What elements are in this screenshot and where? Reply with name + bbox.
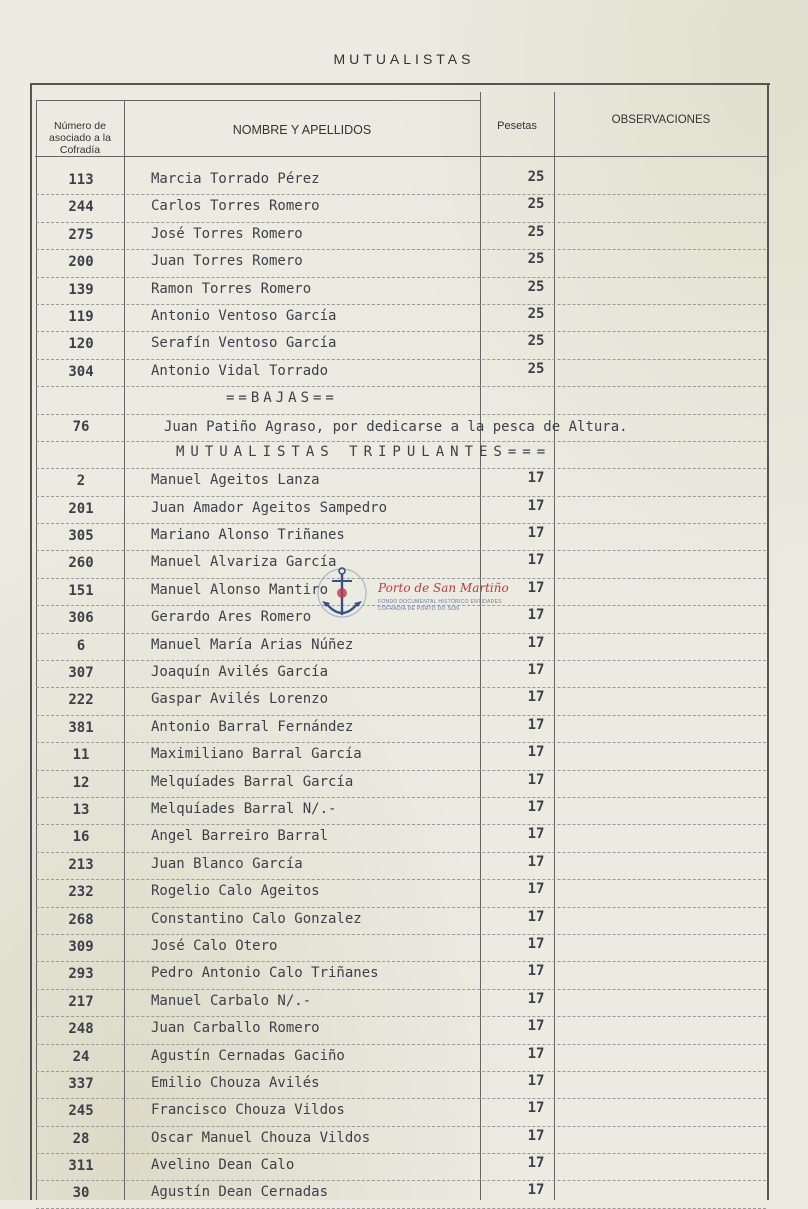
member-pesetas: 25 (527, 360, 545, 377)
member-number: 307 (68, 665, 94, 682)
member-pesetas: 17 (527, 689, 545, 706)
member-number: 30 (72, 1185, 90, 1202)
member-name: Antonio Vidal Torrado (151, 362, 329, 379)
member-pesetas: 17 (527, 579, 545, 596)
member-name: Francisco Chouza Vildos (151, 1102, 345, 1119)
table-row (36, 497, 766, 524)
member-number: 217 (68, 993, 94, 1010)
table-row (36, 716, 766, 743)
table-row (36, 1017, 766, 1044)
member-name: Gerardo Ares Romero (151, 609, 312, 626)
member-name: Pedro Antonio Calo Triñanes (151, 965, 379, 982)
member-pesetas: 17 (527, 1127, 545, 1144)
member-pesetas: 17 (527, 744, 545, 761)
member-pesetas: 17 (527, 1100, 545, 1117)
member-number: 222 (68, 692, 94, 709)
member-name: Carlos Torres Romero (151, 198, 320, 215)
member-name: Serafín Ventoso García (151, 335, 337, 352)
header-bottom-line (35, 156, 767, 157)
member-pesetas: 17 (527, 607, 545, 624)
archive-seal (312, 563, 509, 643)
member-name: Melquíades Barral N/.- (151, 800, 337, 817)
member-name: Melquíades Barral García (151, 773, 354, 790)
member-number: 120 (68, 336, 94, 353)
table-row (36, 771, 766, 798)
member-list (0, 168, 808, 1209)
table-row (36, 360, 766, 387)
table-row (36, 908, 766, 935)
header-name: NOMBRE Y APELLIDOS (232, 123, 372, 137)
member-name: Juan Carballo Romero (151, 1020, 320, 1037)
member-number: 28 (72, 1130, 90, 1147)
member-name: José Calo Otero (151, 937, 278, 954)
member-name: José Torres Romero (151, 225, 303, 242)
seal-line-2: COFRADÍA DE PORTO DO SON (378, 606, 460, 612)
member-number: 381 (68, 719, 94, 736)
member-name: Manuel Ageitos Lanza (151, 472, 320, 489)
seal-title: Porto de San Martiño (378, 581, 509, 595)
member-pesetas: 17 (527, 470, 545, 487)
table-row (36, 743, 766, 770)
member-name: Constantino Calo Gonzalez (151, 910, 362, 927)
member-pesetas: 25 (527, 333, 545, 350)
member-number: 304 (68, 363, 94, 380)
member-pesetas: 17 (527, 826, 545, 843)
member-number: 244 (68, 199, 94, 216)
member-name: Manuel Alvariza García (151, 554, 337, 571)
member-number: 11 (72, 747, 90, 764)
member-number: 119 (68, 308, 94, 325)
table-row (36, 524, 766, 551)
table-row (36, 195, 766, 222)
member-number: 311 (68, 1158, 94, 1175)
table-row (36, 935, 766, 962)
member-name: Gaspar Avilés Lorenzo (151, 691, 329, 708)
member-name: Mariano Alonso Triñanes (151, 527, 345, 544)
member-number: 275 (68, 226, 94, 243)
member-number: 337 (68, 1075, 94, 1092)
removal-note: Juan Patiño Agraso, por dedicarse a la pesca de Altura. (164, 418, 628, 435)
table-row (36, 442, 766, 469)
member-pesetas: 17 (527, 634, 545, 651)
header-number: Número de asociado a la Cofradía (49, 120, 111, 156)
member-name: Agustín Dean Cernadas (151, 1184, 329, 1201)
member-pesetas: 17 (527, 881, 545, 898)
member-pesetas: 25 (527, 251, 545, 268)
member-pesetas: 17 (527, 525, 545, 542)
member-pesetas: 17 (527, 990, 545, 1007)
table-row (36, 168, 766, 195)
member-number: 260 (68, 555, 94, 572)
member-name: Manuel María Arias Núñez (151, 636, 354, 653)
member-pesetas: 17 (527, 935, 545, 952)
table-row (36, 825, 766, 852)
table-row (36, 415, 766, 442)
member-name: Antonio Barral Fernández (151, 718, 354, 735)
member-pesetas: 17 (527, 662, 545, 679)
member-pesetas: 17 (527, 853, 545, 870)
member-pesetas: 25 (527, 196, 545, 213)
member-pesetas: 25 (527, 223, 545, 240)
table-row (36, 332, 766, 359)
member-number: 6 (76, 637, 86, 654)
member-number: 306 (68, 610, 94, 627)
table-row (36, 990, 766, 1017)
table-row (36, 223, 766, 250)
member-pesetas: 25 (527, 305, 545, 322)
member-name: Manuel Alonso Mantiro (151, 581, 329, 598)
table-row (36, 469, 766, 496)
member-number: 213 (68, 856, 94, 873)
member-number: 113 (68, 172, 94, 188)
table-row (36, 1127, 766, 1154)
member-number: 16 (72, 829, 90, 846)
member-pesetas: 17 (527, 1018, 545, 1035)
member-name: Juan Amador Ageitos Sampedro (151, 499, 388, 516)
member-name: Emilio Chouza Avilés (151, 1074, 320, 1091)
member-pesetas: 17 (527, 771, 545, 788)
table-row (36, 278, 766, 305)
member-pesetas: 17 (527, 1182, 545, 1199)
member-pesetas: 17 (527, 798, 545, 815)
table-row (36, 853, 766, 880)
table-row (36, 1181, 766, 1208)
member-number: 76 (72, 418, 90, 435)
member-number: 2 (76, 473, 86, 490)
member-name: Oscar Manuel Chouza Vildos (151, 1129, 371, 1146)
table-row (36, 661, 766, 688)
table-row (36, 1154, 766, 1181)
member-name: Antonio Ventoso García (151, 307, 337, 324)
table-row (36, 1099, 766, 1126)
member-pesetas: 17 (527, 552, 545, 569)
header-top-line (36, 100, 480, 101)
table-row (36, 798, 766, 825)
member-name: Juan Blanco García (151, 855, 303, 872)
table-row (36, 1045, 766, 1072)
member-pesetas: 17 (527, 1045, 545, 1062)
member-name: Maximiliano Barral García (151, 746, 362, 763)
member-name: Rogelio Calo Ageitos (151, 883, 320, 900)
table-row (36, 250, 766, 277)
member-pesetas: 17 (527, 963, 545, 980)
table-row (36, 387, 766, 414)
page-title: MUTUALISTAS (333, 51, 475, 67)
section-heading: ==BAJAS== (226, 390, 338, 407)
table-row (36, 1072, 766, 1099)
header-pesetas: Pesetas (497, 120, 537, 132)
table-row (36, 305, 766, 332)
table-row (36, 688, 766, 715)
table-row (36, 880, 766, 907)
member-number: 305 (68, 528, 94, 545)
anchor-icon (312, 563, 372, 633)
table-top-border (30, 83, 770, 85)
member-number: 151 (68, 582, 94, 599)
member-name: Juan Torres Romero (151, 253, 303, 270)
member-pesetas: 17 (527, 908, 545, 925)
member-name: Angel Barreiro Barral (151, 828, 329, 845)
member-number: 13 (72, 801, 90, 818)
header-observaciones: OBSERVACIONES (611, 114, 711, 126)
member-name: Ramon Torres Romero (151, 280, 312, 297)
member-name: Manuel Carbalo N/.- (151, 992, 312, 1009)
section-heading: MUTUALISTAS TRIPULANTES=== (176, 443, 552, 460)
member-number: 293 (68, 966, 94, 983)
member-pesetas: 25 (527, 169, 545, 185)
member-name: Avelino Dean Calo (151, 1157, 295, 1174)
member-number: 245 (68, 1103, 94, 1120)
member-name: Marcia Torrado Pérez (151, 171, 320, 187)
member-pesetas: 17 (527, 1072, 545, 1089)
member-number: 268 (68, 911, 94, 928)
member-number: 309 (68, 938, 94, 955)
member-number: 12 (72, 774, 90, 791)
member-name: Agustín Cernadas Gaciño (151, 1047, 345, 1064)
member-pesetas: 17 (527, 1155, 545, 1172)
member-number: 24 (72, 1048, 90, 1065)
member-pesetas: 17 (527, 716, 545, 733)
table-row (36, 962, 766, 989)
member-number: 232 (68, 884, 94, 901)
member-number: 201 (68, 500, 94, 517)
member-pesetas: 17 (527, 497, 545, 514)
member-name: Joaquín Avilés García (151, 664, 329, 681)
seal-line-1: FONDO DOCUMENTAL HISTÓRICO ENTIDADES (378, 599, 502, 605)
member-number: 139 (68, 281, 94, 298)
member-pesetas: 25 (527, 278, 545, 295)
member-number: 248 (68, 1021, 94, 1038)
member-number: 200 (68, 254, 94, 271)
